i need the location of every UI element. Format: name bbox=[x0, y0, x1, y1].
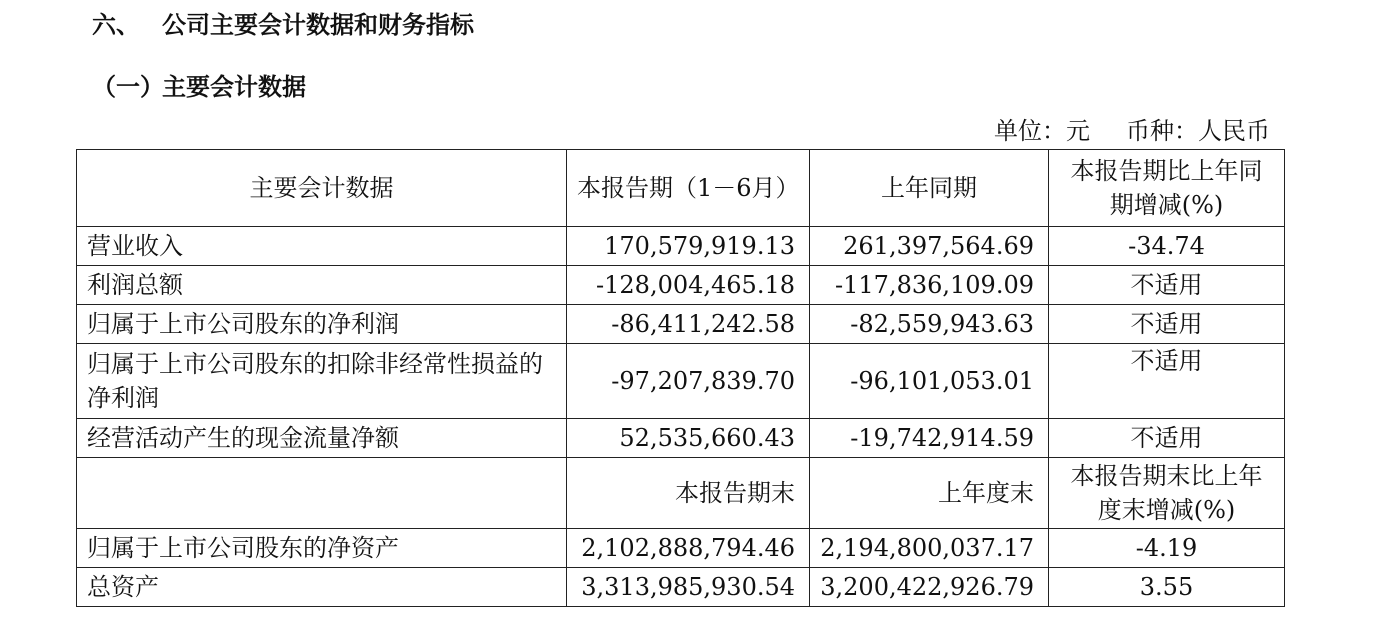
row-change: 不适用 bbox=[1049, 266, 1285, 305]
header-current: 本报告期（1－6月） bbox=[567, 150, 810, 227]
subheader-prior: 上年度末 bbox=[810, 458, 1049, 529]
row-change: -34.74 bbox=[1049, 227, 1285, 266]
row-change: 不适用 bbox=[1049, 419, 1285, 458]
header-prior: 上年同期 bbox=[810, 150, 1049, 227]
row-label: 归属于上市公司股东的扣除非经常性损益的净利润 bbox=[77, 344, 567, 419]
row-change: 不适用 bbox=[1049, 305, 1285, 344]
row-current: -128,004,465.18 bbox=[567, 266, 810, 305]
subheader-label bbox=[77, 458, 567, 529]
row-prior: -82,559,943.63 bbox=[810, 305, 1049, 344]
table-row bbox=[77, 344, 1285, 419]
table-row bbox=[77, 305, 1285, 344]
unit-note bbox=[994, 114, 1270, 148]
row-current: 170,579,919.13 bbox=[567, 227, 810, 266]
row-current: 3,313,985,930.54 bbox=[567, 568, 810, 607]
row-prior: 261,397,564.69 bbox=[810, 227, 1049, 266]
table-header-row bbox=[77, 150, 1285, 227]
table-row bbox=[77, 227, 1285, 266]
row-label: 归属于上市公司股东的净利润 bbox=[77, 305, 567, 344]
row-current: 2,102,888,794.46 bbox=[567, 529, 810, 568]
header-label: 主要会计数据 bbox=[77, 150, 567, 227]
table-row bbox=[77, 529, 1285, 568]
subheader-change: 本报告期末比上年度末增减(%) bbox=[1049, 458, 1285, 529]
row-current: -97,207,839.70 bbox=[567, 344, 810, 419]
row-change: -4.19 bbox=[1049, 529, 1285, 568]
table-row bbox=[77, 419, 1285, 458]
row-change: 不适用 bbox=[1049, 344, 1285, 419]
header-change: 本报告期比上年同期增减(%) bbox=[1049, 150, 1285, 227]
row-change: 3.55 bbox=[1049, 568, 1285, 607]
unit-text: 单位：元 bbox=[994, 117, 1090, 145]
table-row bbox=[77, 568, 1285, 607]
row-prior: 2,194,800,037.17 bbox=[810, 529, 1049, 568]
row-current: 52,535,660.43 bbox=[567, 419, 810, 458]
table-subheader-row bbox=[77, 458, 1285, 529]
subheader-current: 本报告期末 bbox=[567, 458, 810, 529]
row-label: 营业收入 bbox=[77, 227, 567, 266]
subsection-heading bbox=[92, 70, 306, 104]
row-prior: -96,101,053.01 bbox=[810, 344, 1049, 419]
row-label: 利润总额 bbox=[77, 266, 567, 305]
subsection-title: 主要会计数据 bbox=[162, 73, 306, 101]
row-prior: -117,836,109.09 bbox=[810, 266, 1049, 305]
row-prior: -19,742,914.59 bbox=[810, 419, 1049, 458]
table-row bbox=[77, 266, 1285, 305]
section-title: 公司主要会计数据和财务指标 bbox=[162, 11, 474, 39]
subsection-number: （一） bbox=[92, 73, 164, 101]
accounting-data-table bbox=[76, 149, 1285, 607]
row-current: -86,411,242.58 bbox=[567, 305, 810, 344]
section-number: 六、 bbox=[92, 11, 140, 39]
section-heading bbox=[92, 8, 474, 42]
currency-text: 币种：人民币 bbox=[1126, 117, 1270, 145]
row-label: 归属于上市公司股东的净资产 bbox=[77, 529, 567, 568]
row-label: 经营活动产生的现金流量净额 bbox=[77, 419, 567, 458]
row-label: 总资产 bbox=[77, 568, 567, 607]
row-prior: 3,200,422,926.79 bbox=[810, 568, 1049, 607]
